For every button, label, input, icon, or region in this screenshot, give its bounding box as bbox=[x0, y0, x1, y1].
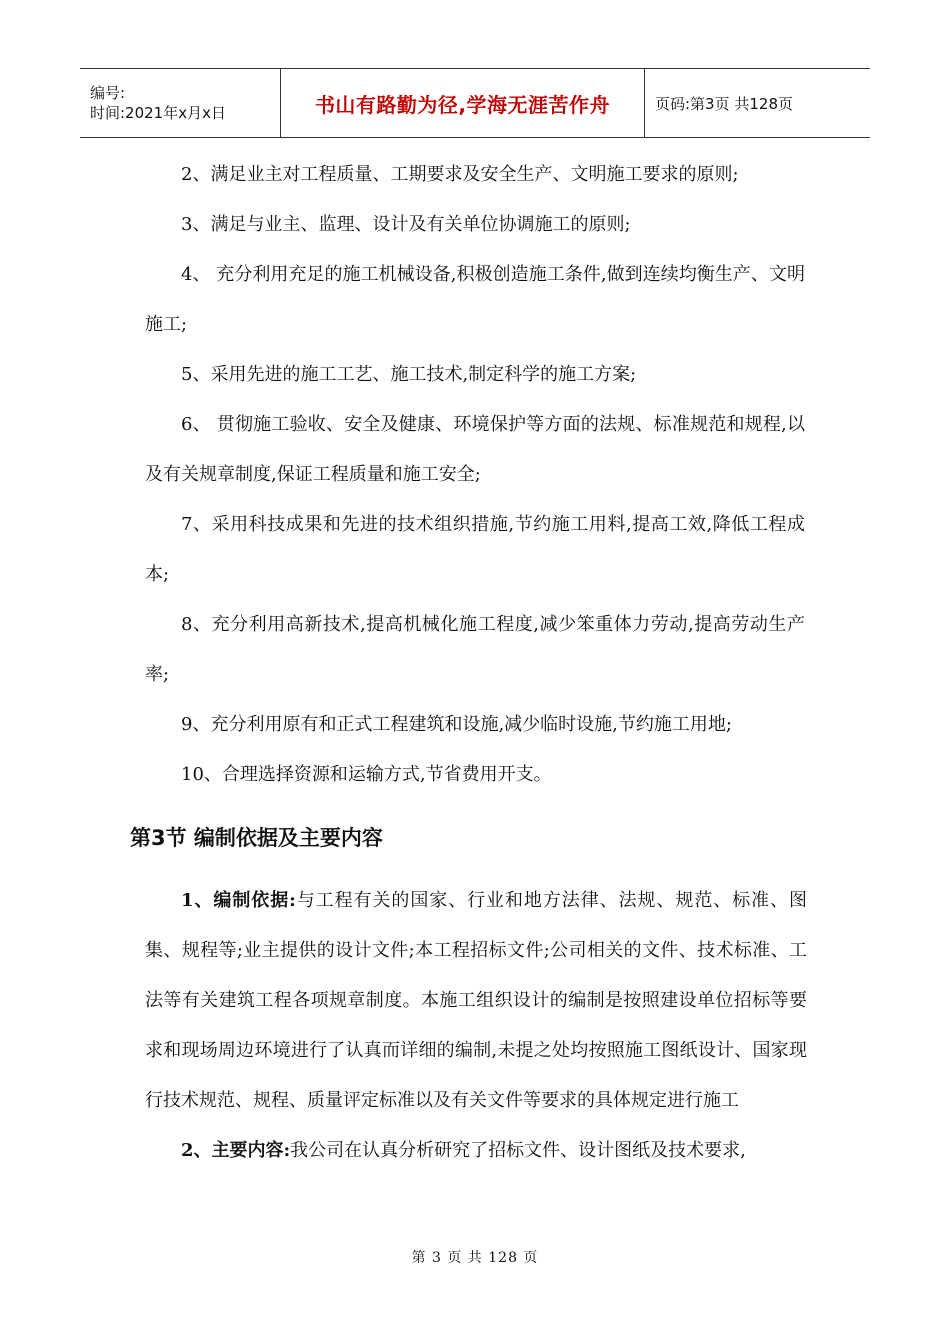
main-content-label: 2、主要内容: bbox=[181, 1140, 291, 1161]
document-number-label: 编号: bbox=[90, 84, 126, 102]
header-page-info: 页码:第3页 共128页 bbox=[655, 94, 793, 113]
header-motto-cell bbox=[281, 69, 645, 137]
principle-item: 5、采用先进的施工工艺、施工技术,制定科学的施工方案; bbox=[181, 364, 637, 385]
page-header bbox=[80, 68, 870, 138]
principles-list bbox=[145, 150, 805, 800]
basis-label: 1、编制依据: bbox=[181, 890, 296, 911]
main-content-text: 我公司在认真分析研究了招标文件、设计图纸及技术要求, bbox=[290, 1140, 746, 1161]
principle-item: 10、合理选择资源和运输方式,节省费用开支。 bbox=[181, 764, 552, 785]
principle-item: 6、 贯彻施工验收、安全及健康、环境保护等方面的法规、标准规范和规程,以及有关规章制度,保证工程质量和施工安全; bbox=[145, 414, 805, 485]
header-page-info-cell bbox=[645, 69, 870, 137]
basis-paragraph bbox=[145, 876, 807, 1126]
principle-item: 9、充分利用原有和正式工程建筑和设施,减少临时设施,节约施工用地; bbox=[181, 714, 732, 735]
main-content-paragraph bbox=[145, 1126, 807, 1176]
principle-item: 3、满足与业主、监理、设计及有关单位协调施工的原则; bbox=[181, 214, 631, 235]
page-footer: 第 3 页 共 128 页 bbox=[411, 1250, 539, 1266]
header-meta bbox=[80, 69, 281, 137]
principle-item: 7、采用科技成果和先进的技术组织措施,节约施工用料,提高工效,降低工程成本; bbox=[145, 514, 805, 585]
document-time-label: 时间:2021年x月x日 bbox=[90, 104, 226, 122]
section-body bbox=[145, 876, 807, 1176]
principle-item: 8、充分利用高新技术,提高机械化施工程度,减少笨重体力劳动,提高劳动生产率; bbox=[145, 614, 805, 685]
principle-item: 2、满足业主对工程质量、工期要求及安全生产、文明施工要求的原则; bbox=[181, 164, 739, 185]
section-heading: 第3节 编制依据及主要内容 bbox=[130, 826, 383, 850]
header-motto: 书山有路勤为径,学海无涯苦作舟 bbox=[314, 92, 611, 117]
principle-item: 4、 充分利用充足的施工机械设备,积极创造施工条件,做到连续均衡生产、文明施工; bbox=[145, 264, 805, 335]
basis-text: 与工程有关的国家、行业和地方法律、法规、规范、标准、图集、规程等;业主提供的设计文件;本工程招标文件;公司相关的文件、技术标准、工法等有关建筑工程各项规章制度。本施工组织设计的编制是按照建设单位招标等要求和现场周边环境进行了认真而详细的编制,未提之处均按照施工图纸设计、国家现行技术规范、规程、质量评定标准以及有关文件等要求的具体规定进行施工 bbox=[145, 890, 808, 1111]
